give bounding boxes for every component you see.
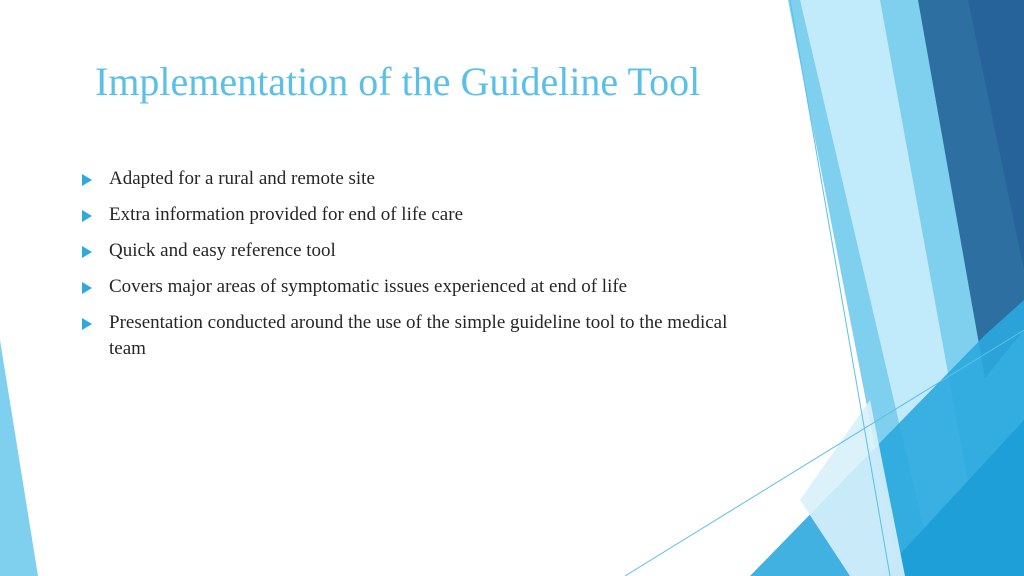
bullet-text: Quick and easy reference tool [109, 240, 336, 261]
triangle-bullet-icon [82, 174, 92, 186]
bullet-item [80, 166, 760, 192]
triangle-bullet-icon [82, 246, 92, 258]
slide-title: Implementation of the Guideline Tool [95, 59, 701, 104]
bullet-text: Covers major areas of symptomatic issues experienced at end of life [109, 276, 628, 297]
bullet-item [80, 310, 760, 362]
bullet-list [80, 166, 760, 372]
bullet-item [80, 238, 760, 264]
triangle-bullet-icon [82, 318, 92, 330]
triangle-bullet-icon [82, 210, 92, 222]
bullet-item [80, 202, 760, 228]
bullet-text: Adapted for a rural and remote site [109, 168, 375, 189]
triangle-bullet-icon [82, 282, 92, 294]
bullet-item [80, 274, 760, 300]
bullet-text: Presentation conducted around the use of the simple guideline tool to the medical team [109, 312, 728, 359]
bullet-text: Extra information provided for end of life care [109, 204, 463, 225]
left-edge-accent-shape [0, 340, 38, 576]
